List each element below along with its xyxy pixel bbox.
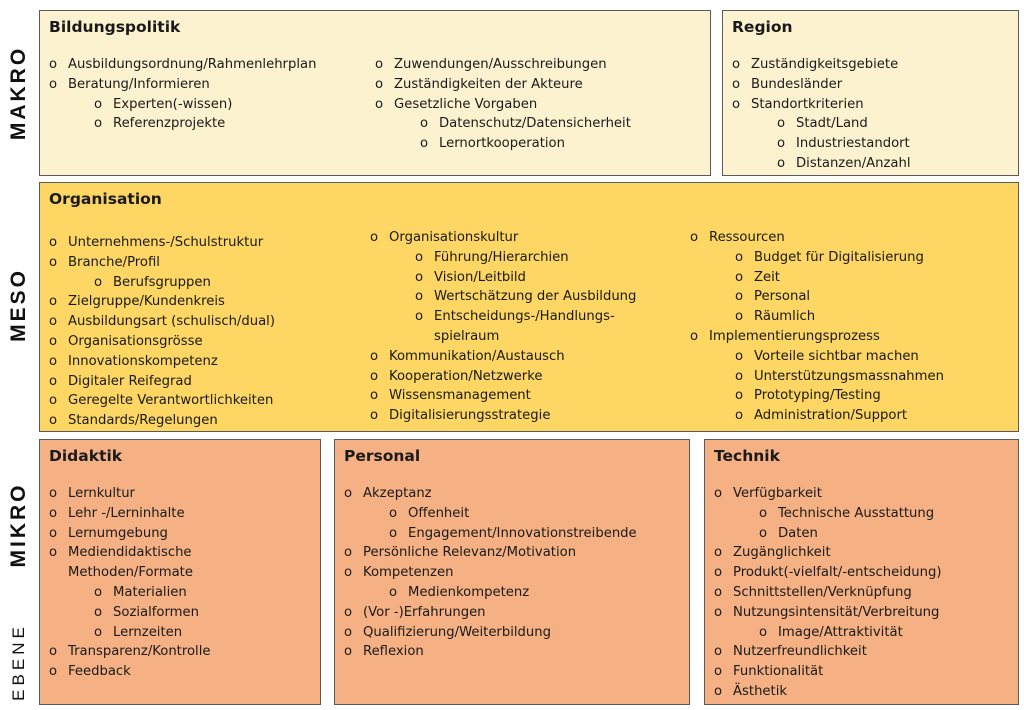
list-item: o Organisationskultur	[370, 228, 636, 248]
list-item: o Wertschätzung der Ausbildung	[370, 287, 636, 307]
list-item: o Berufsgruppen	[49, 273, 275, 293]
list-item: o Referenzprojekte	[49, 114, 316, 134]
list-item: o Lernumgebung	[49, 524, 211, 544]
list-item: o Image/Attraktivität	[714, 623, 942, 643]
list-item: o Stadt/Land	[732, 114, 911, 134]
list-item: o Akzeptanz	[344, 484, 637, 504]
list-item: o Experten(-wissen)	[49, 95, 316, 115]
list-item: o Industriestandort	[732, 134, 911, 154]
list-item: o Zuwendungen/Ausschreibungen	[375, 55, 631, 75]
personal-column-1	[344, 484, 637, 662]
list-item: o Verfügbarkeit	[714, 484, 942, 504]
level-label-meso: MESO	[7, 268, 30, 342]
box-title-organisation: Organisation	[49, 190, 162, 208]
level-label-makro: MAKRO	[7, 45, 30, 141]
list-item: o Transparenz/Kontrolle	[49, 642, 211, 662]
list-item: Methoden/Formate	[68, 565, 193, 581]
list-item: o Funktionalität	[714, 662, 942, 682]
list-item: o Geregelte Verantwortlichkeiten	[49, 391, 275, 411]
list-item: o Innovationskompetenz	[49, 352, 275, 372]
bildungspolitik-column-1	[49, 55, 316, 134]
organisation-column-3	[690, 228, 944, 426]
list-item: o Zuständigkeitsgebiete	[732, 55, 911, 75]
list-item: o Reflexion	[344, 642, 637, 662]
box-title-technik: Technik	[714, 447, 780, 465]
list-item: o Sozialformen	[49, 603, 211, 623]
box-title-personal: Personal	[344, 447, 421, 465]
box-personal	[334, 439, 690, 705]
list-item: o Materialien	[49, 583, 211, 603]
list-item: o Standards/Regelungen	[49, 411, 275, 431]
list-item: o Kompetenzen	[344, 563, 637, 583]
list-item: o Schnittstellen/Verknüpfung	[714, 583, 942, 603]
list-item: o Organisationsgrösse	[49, 332, 275, 352]
list-item: o Ausbildungsordnung/Rahmenlehrplan	[49, 55, 316, 75]
list-item: o Distanzen/Anzahl	[732, 154, 911, 174]
list-item: o Qualifizierung/Weiterbildung	[344, 623, 637, 643]
level-label-mikro: MIKRO	[7, 482, 30, 568]
list-item: o Feedback	[49, 662, 211, 682]
list-item: o Beratung/Informieren	[49, 75, 316, 95]
organisation-column-1	[49, 233, 275, 431]
list-item: o Lehr -/Lerninhalte	[49, 504, 211, 524]
list-item: o Zugänglichkeit	[714, 543, 942, 563]
list-item: o Administration/Support	[690, 406, 944, 426]
list-item: o Datenschutz/Datensicherheit	[375, 114, 631, 134]
list-item: o Zuständigkeiten der Akteure	[375, 75, 631, 95]
technik-column-1	[714, 484, 942, 702]
list-item: o Nutzungsintensität/Verbreitung	[714, 603, 942, 623]
list-item: o Daten	[714, 524, 942, 544]
list-item: o Entscheidungs-/Handlungs-	[370, 307, 636, 327]
list-item: o Implementierungsprozess	[690, 327, 944, 347]
box-region	[722, 10, 1019, 176]
list-item: o Personal	[690, 287, 944, 307]
box-organisation	[39, 182, 1019, 432]
list-item: o Offenheit	[344, 504, 637, 524]
list-item: o Kommunikation/Austausch	[370, 347, 636, 367]
box-title-bildungspolitik: Bildungspolitik	[49, 18, 181, 36]
box-technik	[704, 439, 1019, 705]
list-item: o Unternehmens-/Schulstruktur	[49, 233, 275, 253]
list-item: o Prototyping/Testing	[690, 386, 944, 406]
box-title-didaktik: Didaktik	[49, 447, 123, 465]
list-item: o Lernzeiten	[49, 623, 211, 643]
list-item: o Medienkompetenz	[344, 583, 637, 603]
list-item: o Gesetzliche Vorgaben	[375, 95, 631, 115]
list-item: spielraum	[434, 328, 500, 344]
box-didaktik	[39, 439, 321, 705]
list-item: o Räumlich	[690, 307, 944, 327]
didaktik-column-1	[49, 484, 211, 682]
list-item: o Standortkriterien	[732, 95, 911, 115]
bildungspolitik-column-2	[375, 55, 631, 154]
list-item: o Digitaler Reifegrad	[49, 372, 275, 392]
list-item: o Branche/Profil	[49, 253, 275, 273]
axis-label-ebene: EBENE	[9, 623, 28, 701]
list-item: o Zeit	[690, 268, 944, 288]
list-item: o Ausbildungsart (schulisch/dual)	[49, 312, 275, 332]
list-item: o Vision/Leitbild	[370, 268, 636, 288]
list-item: o Zielgruppe/Kundenkreis	[49, 292, 275, 312]
list-item: o Engagement/Innovationstreibende	[344, 524, 637, 544]
list-item: o Wissensmanagement	[370, 386, 636, 406]
list-item: o Nutzerfreundlichkeit	[714, 642, 942, 662]
region-column-1	[732, 55, 911, 174]
list-item: o Vorteile sichtbar machen	[690, 347, 944, 367]
list-item: o Ästhetik	[714, 682, 942, 702]
organisation-column-2	[370, 228, 636, 426]
list-item: o Persönliche Relevanz/Motivation	[344, 543, 637, 563]
list-item: o Ressourcen	[690, 228, 944, 248]
list-item: o Bundesländer	[732, 75, 911, 95]
list-item: o Kooperation/Netzwerke	[370, 367, 636, 387]
list-item: o Digitalisierungsstrategie	[370, 406, 636, 426]
list-item: o Budget für Digitalisierung	[690, 248, 944, 268]
list-item: o (Vor -)Erfahrungen	[344, 603, 637, 623]
list-item: o Mediendidaktische	[49, 543, 211, 563]
box-bildungspolitik	[39, 10, 711, 176]
list-item: o Lernortkooperation	[375, 134, 631, 154]
box-title-region: Region	[732, 18, 793, 36]
list-item: o Produkt(-vielfalt/-entscheidung)	[714, 563, 942, 583]
list-item: o Führung/Hierarchien	[370, 248, 636, 268]
list-item: o Lernkultur	[49, 484, 211, 504]
list-item: o Unterstützungsmassnahmen	[690, 367, 944, 387]
list-item: o Technische Ausstattung	[714, 504, 942, 524]
